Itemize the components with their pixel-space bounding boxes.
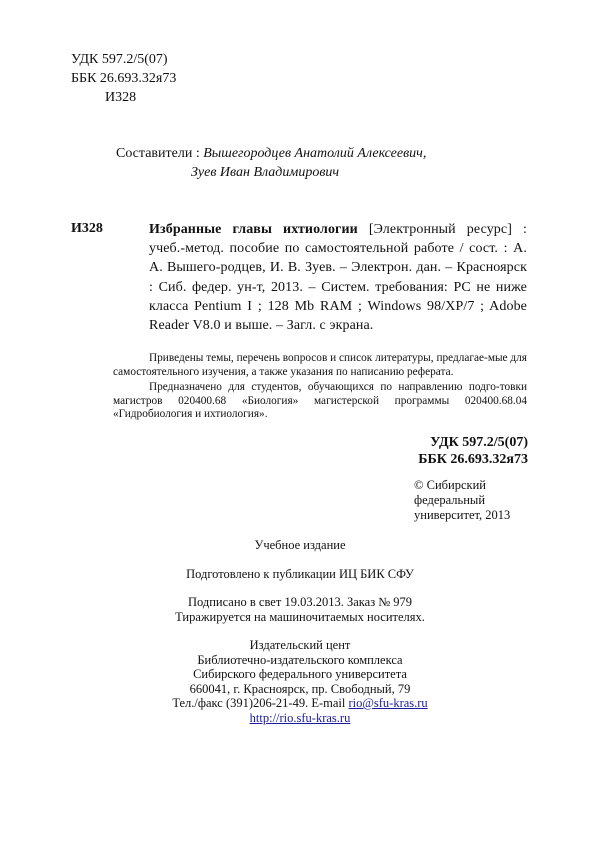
copyright-notice xyxy=(414,478,510,523)
media-note: Тиражируется на машиночитаемых носителях. xyxy=(175,609,425,624)
bibliographic-description xyxy=(149,220,527,335)
publisher-address: 660041, г. Красноярск, пр. Свободный, 79 xyxy=(189,681,411,696)
book-title: Избранные главы ихтиологии xyxy=(149,222,358,237)
abstract xyxy=(113,352,527,422)
book-description: [Электронный ресурс] : учеб.-метод. пособие по самостоятельной работе / сост. : А. А. Вышего-родцев, И. В. Зуев. – Электрон. дан. – Красноярск : Сиб. федер. ун-т, 2013. – Систем. требования: PC не ниже класса Pentium I ; 128 Mb RAM ; Windows 98/XP/7 ; Adobe Reader V8.0 и выше. – Загл. с экрана. xyxy=(149,222,527,334)
copyright-line-2: федеральный xyxy=(414,493,486,507)
publisher-line-2: Сибирского федерального университета xyxy=(193,667,407,681)
compilers-label: Составители : xyxy=(116,146,204,161)
prepared-by: Подготовлено к публикации ИЦ БИК СФУ xyxy=(186,566,414,581)
copyright-line-1: © Сибирский xyxy=(414,478,486,492)
publisher-contacts xyxy=(100,696,500,711)
bibliographic-code: И328 xyxy=(71,221,103,236)
email-link[interactable]: rio@sfu-kras.ru xyxy=(348,696,428,710)
contacts-phone: Тел./факс (391)206-21-49. E-mail xyxy=(172,696,349,710)
bbk-code: ББК 26.693.32я73 xyxy=(71,71,177,86)
abstract-paragraph-2: Предназначено для студентов, обучающихся по направлению подго-товки магистров 020400.68 «Биология» магистерской программы 020400.68.04 «Гидробиология и ихтиология». xyxy=(113,381,527,420)
abstract-paragraph-1: Приведены темы, перечень вопросов и список литературы, предлагае-мые для самостоятельного изучения, а также указания по написанию реферата. xyxy=(113,352,527,378)
header-classification xyxy=(71,50,176,107)
udk-code: УДК 597.2/5(07) xyxy=(71,52,168,67)
publisher-line-1: Библиотечно-издательского комплекса xyxy=(197,652,403,667)
udk-code-bold: УДК 597.2/5(07) xyxy=(430,435,528,450)
compiler-name-1: Вышегородцев Анатолий Алексеевич, xyxy=(203,146,427,161)
compiler-name-2: Зуев Иван Владимирович xyxy=(191,165,340,180)
copyright-line-3: университет, 2013 xyxy=(414,508,511,522)
signed-date: Подписано в свет 19.03.2013. Заказ № 979 xyxy=(187,595,413,609)
publisher-title: Издательский цент xyxy=(249,638,351,652)
edition-type: Учебное издание xyxy=(254,538,346,552)
bbk-code-bold: ББК 26.693.32я73 xyxy=(418,452,528,467)
imprint-block xyxy=(100,538,500,725)
author-sign-code: И328 xyxy=(105,90,137,105)
website-link[interactable]: http://rio.sfu-kras.ru xyxy=(249,710,351,725)
classification-codes xyxy=(418,434,528,468)
compilers-block xyxy=(116,144,426,182)
